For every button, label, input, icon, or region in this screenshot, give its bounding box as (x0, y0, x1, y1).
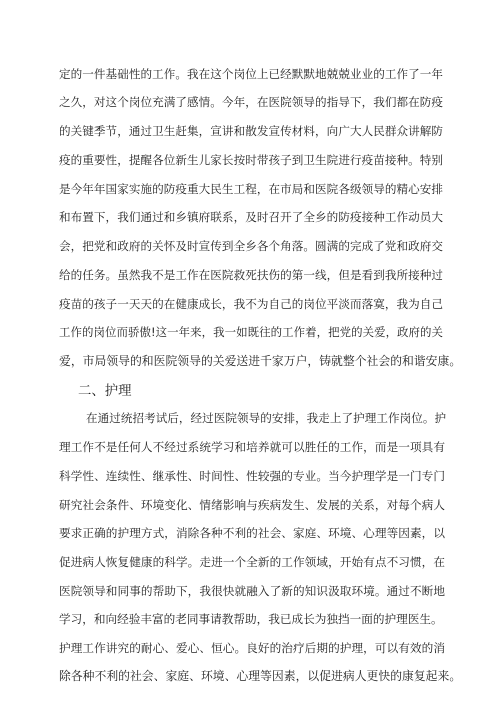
text-line: 医院领导和同事的帮助下，我很快就融入了新的知识汲取环境。通过不断地 (59, 584, 445, 598)
text-line: 疫的重要性，提醒各位新生儿家长按时带孩子到卫生院进行疫苗接种。特别 (59, 153, 443, 167)
text-line: 研究社会条件、环境变化、情绪影响与疾病发生、发展的关系，对每个病人 (59, 498, 445, 512)
text-line: 定的一件基础性的工作。我在这个岗位上已经默默地兢兢业业的工作了一年 (59, 67, 443, 81)
text-line: 促进病人恢复健康的科学。走进一个全新的工作领域，开始有点不习惯，在 (59, 555, 445, 569)
text-line: 护理工作讲究的耐心、爱心、恒心。良好的治疗后期的护理，可以有效的消 (59, 641, 445, 655)
text-line: 会，把党和政府的关怀及时宣传到全乡各个角落。圆满的完成了党和政府交 (59, 239, 443, 253)
text-line: 的关键季节，通过卫生赶集，宣讲和散发宣传材料，向广大人民群众讲解防 (59, 124, 443, 138)
text-line: 理工作不是任何人不经过系统学习和培养就可以胜任的工作，而是一项具有 (59, 440, 445, 454)
text-line: 在通过统招考试后，经过医院领导的安排，我走上了护理工作岗位。护 (86, 411, 446, 425)
text-line: 之久，对这个岗位充满了感情。今年，在医院领导的指导下，我们都在防疫 (59, 95, 443, 109)
text-line: 爱，市局领导的和医院领导的关爱送进千家万户，铸就整个社会的和谐安康。 (59, 354, 462, 368)
text-line: 疫苗的孩子一天天的在健康成长，我不为自己的岗位平淡而落寞，我为自己 (59, 297, 443, 311)
text-line: 工作的岗位而骄傲!这一年来，我一如既往的工作着，把党的关爱，政府的关 (59, 325, 443, 339)
section-heading: 二、护理 (78, 384, 132, 399)
text-line: 除各种不利的社会、家庭、环境、心理等因素，以促进病人更快的康复起来。 (59, 669, 462, 683)
text-line: 要求正确的护理方式，消除各种不利的社会、家庭、环境、心理等因素，以 (59, 526, 445, 540)
text-line: 是今年年国家实施的防疫重大民生工程，在市局和医院各级领导的精心安排 (59, 182, 443, 196)
text-line: 学习，和向经验丰富的老同事请教帮助，我已成长为独挡一面的护理医生。 (59, 612, 443, 626)
text-line: 给的任务。虽然我不是工作在医院救死扶伤的第一线，但是看到我所接种过 (59, 268, 443, 282)
text-line: 和布置下，我们通过和乡镇府联系，及时召开了全乡的防疫接种工作动员大 (59, 210, 443, 224)
text-line: 科学性、连续性、继承性、时间性、性较强的专业。当今护理学是一门专门 (59, 469, 445, 483)
